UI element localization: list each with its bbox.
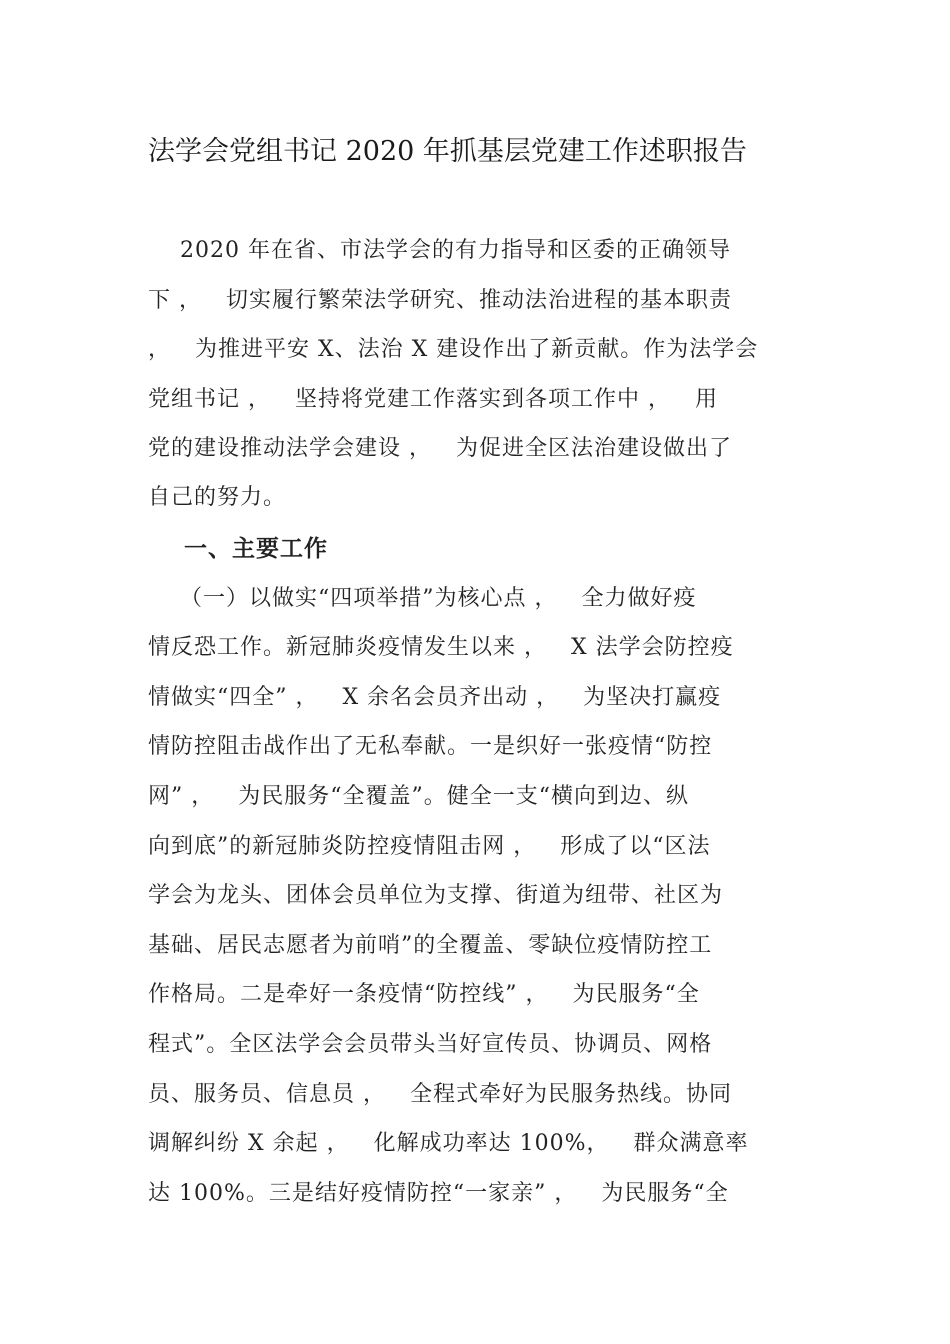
paragraph-line: 达 100%。三是结好疫情防控“一家亲” ， 为民服务“全 <box>148 1181 729 1206</box>
paragraph-line: 网” ， 为民服务“全覆盖”。健全一支“横向到边、纵 <box>148 784 689 809</box>
paragraph-line: 党组书记 ， 坚持将党建工作落实到各项工作中 ， 用 <box>148 387 718 412</box>
paragraph-line: 党的建设推动法学会建设 ， 为促进全区法治建设做出了 <box>148 436 732 461</box>
paragraph-line: 调解纠纷 X 余起 ， 化解成功率达 100%， 群众满意率 <box>148 1131 749 1156</box>
paragraph-line: ， 为推进平安 X、法治 X 建设作出了新贡献。作为法学会 <box>148 337 759 362</box>
paragraph-line: 向到底”的新冠肺炎防控疫情阻击网 ， 形成了以“区法 <box>148 834 711 859</box>
paragraph-line: 情反恐工作。新冠肺炎疫情发生以来 ， X 法学会防控疫 <box>148 635 734 660</box>
paragraph-line: 情防控阻击战作出了无私奉献。一是织好一张疫情“防控 <box>148 734 713 759</box>
paragraph-line: 2020 年在省、市法学会的有力指导和区委的正确领导 <box>148 238 731 263</box>
section-heading: 一、主要工作 <box>148 536 329 562</box>
paragraph-line: 员、服务员、信息员 ， 全程式牵好为民服务热线。协同 <box>148 1082 732 1107</box>
paragraph-line: 情做实“四全” ， X 余名会员齐出动 ， 为坚决打赢疫 <box>148 685 722 710</box>
page-title: 法学会党组书记 2020 年抓基层党建工作述职报告 <box>148 136 747 167</box>
paragraph-line: 作格局。二是牵好一条疫情“防控线” ， 为民服务“全 <box>148 982 700 1007</box>
paragraph-line: 自己的努力。 <box>148 485 287 510</box>
paragraph-line: （一）以做实“四项举措”为核心点 ， 全力做好疫 <box>148 586 697 611</box>
paragraph-line: 下 ， 切实履行繁荣法学研究、推动法治进程的基本职责 <box>148 288 732 313</box>
paragraph-line: 学会为龙头、团体会员单位为支撑、街道为纽带、社区为 <box>148 883 724 908</box>
paragraph-line: 程式”。全区法学会会员带头当好宣传员、协调员、网格 <box>148 1032 713 1057</box>
paragraph-line: 基础、居民志愿者为前哨”的全覆盖、零缺位疫情防控工 <box>148 933 713 958</box>
